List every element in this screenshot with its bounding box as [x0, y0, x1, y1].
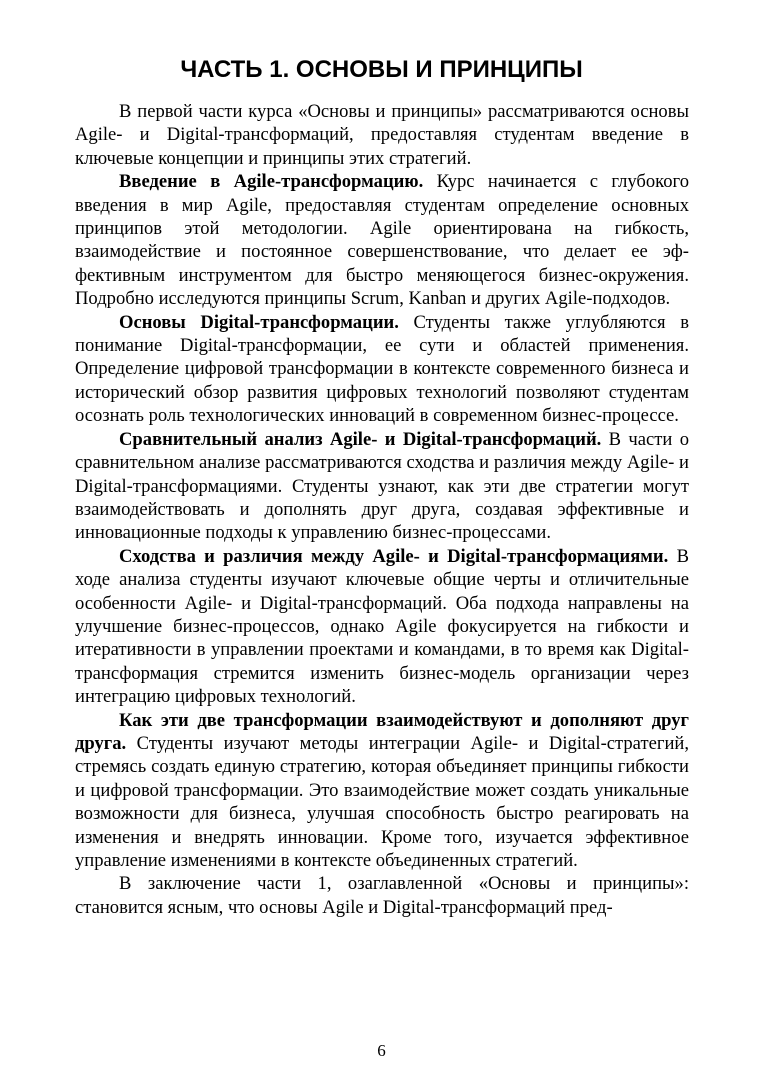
paragraph-comparative-analysis	[75, 428, 689, 545]
paragraph-text: В заключение части 1, озаглавленной «Основы и принципы»: становится ясным, что основы Agile и Digital-трансформаций пред-	[75, 873, 689, 918]
paragraph-text: Курс начинается с глубокого введения в мир Agile, предоставляя студентам определение основных принципов этой методологии. Agile ориентирована на гибкость, взаимодействие и постоянное совершенствование, что делает ее эффективным инструментом для быстро меняющегося бизнес-окружения. Подробно исследуются принципы Scrum, Kanban и других Agile-подходов.	[75, 171, 690, 310]
paragraph-heading: Сходства и различия между Agile- и Digital-трансформациями.	[119, 545, 669, 567]
paragraph-heading: Основы Digital-трансформации.	[119, 311, 399, 333]
paragraph-intro	[75, 100, 689, 170]
paragraph-heading: Как эти две трансформации взаимодействуют и дополняют друг друга.	[75, 709, 689, 754]
paragraph-heading: Введение в Agile-трансформацию.	[119, 171, 424, 193]
body-text	[75, 100, 689, 919]
paragraph-interaction	[75, 709, 689, 873]
paragraph-text: Студенты изучают методы интеграции Agile- и Digital-стратегий, стремясь создать единую стратегию, которая объединяет принципы гибкости и цифровой трансформации. Это взаимодействие может создать уникальные возможности для бизнеса, улучшая способность быстро реагировать на изменения и внедрять инновации. Кроме того, изучается эффективное управление изменениями в контексте объединенных стратегий.	[75, 732, 689, 871]
paragraph-digital-basics	[75, 311, 689, 428]
paragraph-heading: Сравнительный анализ Agile- и Digital-трансформаций.	[119, 428, 602, 450]
page-number: 6	[377, 1041, 386, 1060]
paragraph-agile-intro	[75, 170, 689, 310]
paragraph-text: Студенты также углубляются в понимание Digital-трансформации, ее сути и областей применения. Определение цифровой трансформации в контексте современного бизнеса и исторический обзор развития цифровых технологий позволяют студентам осознать роль технологических инноваций в современном бизнес-процессе.	[75, 311, 689, 427]
paragraph-conclusion	[75, 872, 689, 919]
paragraph-text: В части о сравнительном анализе рассматриваются сходства и различия между Agile- и Digital-трансформациями. Студенты узнают, как эти две стратегии могут взаимодействовать и дополнять друг друга, создавая эффективные и инновационные подходы к управлению бизнес-процессами.	[75, 428, 689, 544]
paragraph-similarities-differences	[75, 545, 689, 709]
paragraph-text: В ходе анализа студенты изучают ключевые общие черты и отличительные особенности Agile- и Digital-трансформаций. Оба подхода направлены на улучшение бизнес-процессов, однако Agile фокусируется на гибкости и итеративности в управлении проектами и командами, в то время как Digital-трансформация стремится изменить бизнес-модель организации через интеграцию цифровых технологий.	[75, 545, 689, 708]
paragraph-text: В первой части курса «Основы и принципы» рассматриваются основы Agile- и Digital-трансформаций, предоставляя студентам введение в ключевые концепции и принципы этих стратегий.	[75, 101, 689, 169]
chapter-title: ЧАСТЬ 1. ОСНОВЫ И ПРИНЦИПЫ	[180, 56, 583, 83]
